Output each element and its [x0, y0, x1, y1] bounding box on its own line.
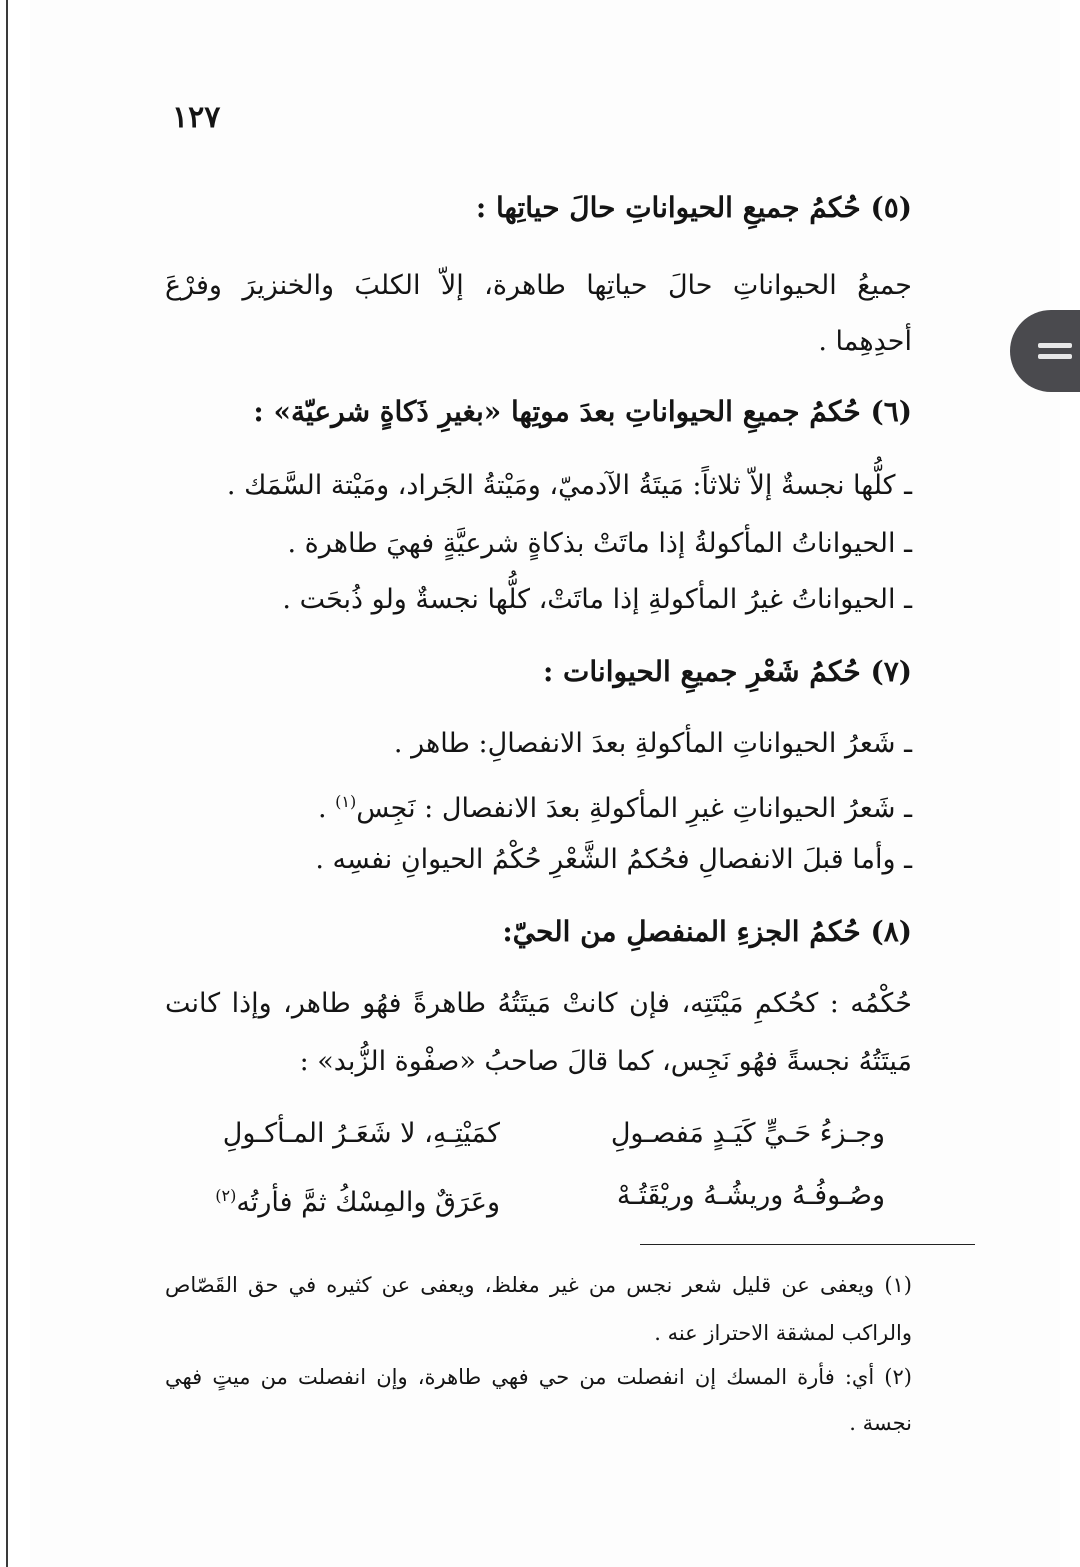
section-8-paragraph-line-2: مَيتَتُهُ نجسةً فهُو نَجِس، كما قالَ صاحبُ «صفْوة الزُّبد» : [299, 1046, 912, 1077]
section-7-bullet-2-end: . [317, 793, 336, 824]
footnote-1-line-2: والراكب لمشقة الاحتراز عنه . [654, 1321, 912, 1345]
footnote-2-line-1: (٢) أي: فأرة المسك إن انفصلت من حي فهي طاهرة، وإن انفصلت من ميتٍ فهي [165, 1365, 912, 1389]
section-7-bullet-2 [165, 782, 912, 829]
section-5-heading: (٥) حُكمُ جميعِ الحيواناتِ حالَ حياتِها : [475, 191, 912, 224]
section-6-bullet-3: ـ الحيواناتُ غيرُ المأكولةِ إذا ماتَتْ، كلُّها نجسةٌ ولو ذُبحَت . [282, 584, 912, 615]
section-5-paragraph-line-1: جميعُ الحيواناتِ حالَ حياتِها طاهرة، إلاّ الكلبَ والخنزيرَ وفرْعَ [165, 270, 912, 301]
page-content [30, 0, 1060, 1567]
section-7-heading: (٧) حُكمُ شَعْرِ جميعِ الحيوانات : [542, 655, 912, 688]
section-7-bullet-2-text: ـ شَعرُ الحيواناتِ غيرِ المأكولةِ بعدَ الانفصال : نَجِس [356, 793, 912, 824]
footnote-2-line-2: نجسة . [849, 1411, 912, 1435]
footnote-1-line-1: (١) ويعفى عن قليل شعر نجس من غير مغلظ، ويعفى عن كثيره في حق القَصّاص [165, 1273, 912, 1297]
section-7-bullet-1: ـ شَعرُ الحيواناتِ المأكولةِ بعدَ الانفصالِ: طاهر . [393, 728, 912, 759]
page-number: ١٢٧ [172, 100, 221, 135]
verse-1-left-hemistich: كمَيْتِـهِ، لا شَعَـرُ المـأكـولِ [222, 1118, 500, 1149]
section-6-bullet-2: ـ الحيواناتُ المأكولةُ إذا ماتَتْ بذكاةٍ شرعيَّةٍ فهيَ طاهرة . [287, 528, 912, 559]
section-7-bullet-3: ـ وأما قبلَ الانفصالِ فحُكمُ الشَّعْرِ حُكْمُ الحيوانِ نفسِه . [315, 844, 912, 875]
section-8-heading: (٨) حُكمُ الجزءِ المنفصلِ من الحيّ: [502, 915, 912, 948]
book-page [30, 0, 1060, 1567]
section-8-paragraph-line-1: حُكْمُه : كحُكمِ مَيْتَتِه، فإن كانتْ مَيتَتُهُ طاهرةً فهُو طاهر، وإذا كانت [165, 988, 912, 1019]
verse-2-left-text: وعَرَقٌ والمِسْكُ ثمَّ فأرتُه [236, 1187, 500, 1218]
verse-1-right-hemistich: وجـزءُ حَـيٍّ كَيَـدٍ مَفصـولِ [610, 1118, 885, 1149]
section-6-heading: (٦) حُكمُ جميعِ الحيواناتِ بعدَ موتِها «بغيرِ ذَكاةٍ شرعيّة» : [253, 395, 912, 428]
section-5-paragraph-line-2: أحدِهِما . [818, 326, 912, 357]
viewer-border [6, 0, 8, 1567]
footnote-divider [640, 1244, 975, 1245]
verse-2-right-hemistich: وصُـوفُـهُ وريشُـهُ وريْقَتُـهْ [616, 1180, 885, 1211]
footnote-ref-2: (٢) [215, 1186, 237, 1205]
section-6-bullet-1: ـ كلُّها نجسةٌ إلاّ ثلاثاً: مَيتَةُ الآدميّ، ومَيْتةُ الجَراد، ومَيْتة السَّمَك . [226, 470, 912, 501]
footnote-ref-1: (١) [335, 792, 357, 811]
verse-2-left-hemistich [215, 1176, 500, 1223]
